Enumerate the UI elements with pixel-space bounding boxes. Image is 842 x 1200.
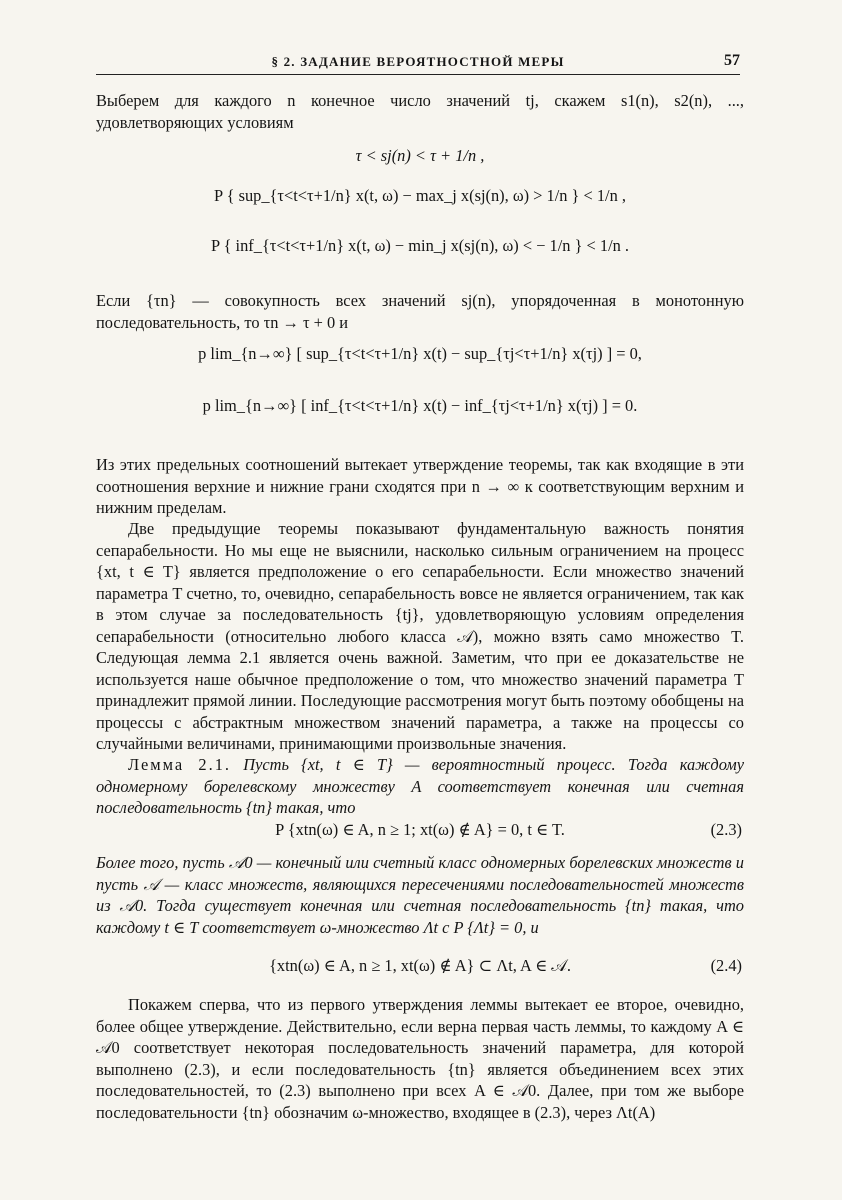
equation-plim-sup: p lim_{n→∞} [ sup_{τ<t<τ+1/n} x(t) − sup_{τj<τ+1/n} x(τj) ] = 0, [198, 344, 642, 363]
equation-plim-inf: p lim_{n→∞} [ inf_{τ<t<τ+1/n} x(t) − inf_{τj<τ+1/n} x(τj) ] = 0. [202, 396, 638, 415]
paragraph-proof: Покажем сперва, что из первого утверждения леммы вытекает ее второе, очевидно, более общее утверждение. Действительно, если верна первая часть леммы, то каждому A ∈ 𝒜0 соответствует некоторая последовательность значений параметра, для которой выполнено (2.3), и если последовательность {tn} является объединением всех этих последовательностей, то (2.3) выполнено при всех A ∈ 𝒜0. Далее, при том же выборе последовательности {tn} обозначим ω-множество, входящее в (2.3), через Λt(A) [96, 995, 744, 1122]
equation-number-2-3: (2.3) [710, 820, 742, 839]
paragraph-lemma-extension: Более того, пусть 𝒜0 — конечный или счетный класс одномерных борелевских множеств и пусть 𝒜 — класс множеств, являющихся пересечениями последовательностей множеств из 𝒜0. Тогда существует конечная или счетная последовательность {tn} такая, что каждому t ∈ T соответствует ω-множество Λt с P {Λt} = 0, и [96, 853, 744, 937]
equation-sup-probability: P { sup_{τ<t<τ+1/n} x(t, ω) − max_j x(sj(n), ω) > 1/n } < 1/n , [214, 186, 626, 205]
section-title: § 2. ЗАДАНИЕ ВЕРОЯТНОСТНОЙ МЕРЫ [271, 54, 565, 69]
paragraph-intro: Выберем для каждого n конечное число значений tj, скажем s1(n), s2(n), ..., удовлетворяющих условиям [96, 91, 744, 132]
equation-inequality: τ < sj(n) < τ + 1/n , [355, 146, 485, 165]
paragraph-separability: Две предыдущие теоремы показывают фундаментальную важность понятия сепарабельности. Но мы еще не выяснили, насколько сильным ограничением на процесс {xt, t ∈ T} является предположение о его сепарабельности. Если множество значений параметра T счетно, то, очевидно, сепарабельность вовсе не является ограничением, так как в этом случае за последовательность {tj}, удовлетворяющую условиям определения сепарабельности (относительно любого класса 𝒜), можно взять само множество T. Следующая лемма 2.1 является очень важной. Заметим, что при ее доказательстве не используется наше обычное предположение о том, что множество значений параметра T принадлежит прямой линии. Последующие рассмотрения могут быть поэтому обобщены на процессы с абстрактным множеством значений параметра, а также на процессы со случайными величинами, принимающими произвольные значения. [96, 519, 744, 753]
lemma-label: Лемма 2.1. [128, 755, 231, 774]
equation-2-4: {xtn(ω) ∈ A, n ≥ 1, xt(ω) ∉ A} ⊂ Λt, A ∈ 𝒜. [269, 956, 571, 975]
equation-number-2-4: (2.4) [710, 956, 742, 975]
equation-inf-probability: P { inf_{τ<t<τ+1/n} x(t, ω) − min_j x(sj(n), ω) < − 1/n } < 1/n . [210, 236, 630, 255]
paragraph-sequence: Если {τn} — совокупность всех значений sj(n), упорядоченная в монотонную последовательность, то τn → τ + 0 и [96, 291, 744, 332]
equation-2-3: P {xtn(ω) ∈ A, n ≥ 1; xt(ω) ∉ A} = 0, t ∈ T. [275, 820, 565, 839]
lemma-text: Пусть {xt, t ∈ T} — вероятностный процесс. Тогда каждому одномерному борелевскому множеству A соответствует конечная или счетная последовательность {tn} такая, что [96, 755, 744, 817]
page-number: 57 [724, 52, 740, 69]
running-header [96, 52, 740, 75]
lemma-statement [96, 754, 744, 819]
paragraph-conclusion: Из этих предельных соотношений вытекает утверждение теоремы, так как входящие в эти соотношения верхние и нижние грани сходятся при n → ∞ к соответствующим верхним и нижним пределам. [96, 455, 744, 517]
